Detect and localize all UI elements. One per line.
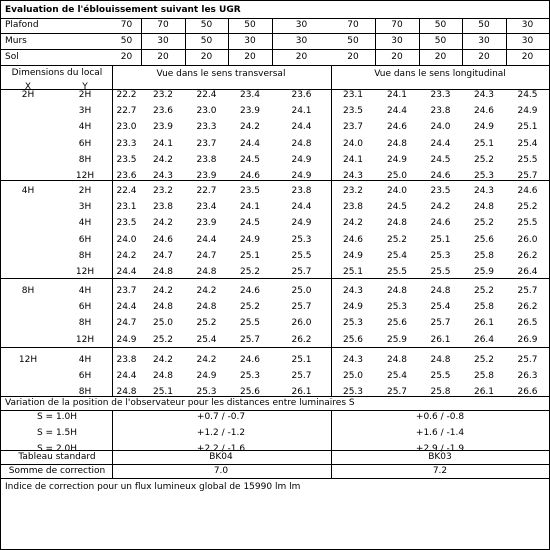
ugr-value-longitudinal: 24.6 <box>386 122 408 133</box>
ugr-value-longitudinal: 24.6 <box>430 218 451 229</box>
reflectance-value: 30 <box>478 36 490 46</box>
ugr-value-transversal: 24.7 <box>116 318 137 329</box>
reflectance-value: 20 <box>295 52 308 62</box>
ugr-value-transversal: 24.9 <box>116 334 137 345</box>
ugr-value-transversal: 24.1 <box>291 106 312 117</box>
ugr-value-longitudinal: 25.3 <box>342 318 364 329</box>
y-value: 6H <box>78 234 92 245</box>
ugr-value-transversal: 25.7 <box>291 371 312 382</box>
ugr-value-longitudinal: 25.8 <box>473 302 495 313</box>
ugr-value-transversal: 23.4 <box>196 202 217 213</box>
page-title: Evaluation de l'éblouissement suivant les UGR <box>5 5 241 15</box>
ugr-value-transversal: 23.9 <box>239 106 261 117</box>
ugr-value-transversal: 25.3 <box>239 371 261 382</box>
reflectance-value: 20 <box>120 52 133 62</box>
ugr-value-transversal: 26.2 <box>291 334 312 345</box>
ugr-value-longitudinal: 25.5 <box>430 371 451 382</box>
reflectance-value: 50 <box>347 36 359 46</box>
reflectance-value: 20 <box>157 52 169 62</box>
y-value: 4H <box>78 355 92 365</box>
ugr-value-longitudinal: 24.0 <box>386 186 408 196</box>
ugr-value-longitudinal: 24.3 <box>342 286 364 296</box>
ugr-value-longitudinal: 25.8 <box>430 387 451 398</box>
ugr-value-longitudinal: 25.5 <box>386 267 408 277</box>
y-value: 3H <box>78 202 92 213</box>
ugr-value-transversal: 24.2 <box>116 250 137 261</box>
ugr-value-longitudinal: 25.1 <box>473 138 495 149</box>
reflectance-value: 20 <box>244 52 256 62</box>
column-rule <box>228 18 229 65</box>
transversal-header: Vue dans le sens transversal <box>156 69 286 79</box>
ugr-value-transversal: 24.3 <box>152 171 174 181</box>
ugr-value-longitudinal: 24.8 <box>386 286 408 296</box>
ugr-value-longitudinal: 24.8 <box>386 138 408 149</box>
ugr-value-transversal: 23.9 <box>196 171 217 181</box>
correction-transversal: 7.0 <box>213 466 229 476</box>
ugr-value-transversal: 24.8 <box>152 371 174 382</box>
ugr-value-transversal: 23.2 <box>152 186 174 196</box>
ugr-value-longitudinal: 24.9 <box>386 154 408 165</box>
reflectance-label: Murs <box>5 36 27 46</box>
standard-table-transversal: BK04 <box>209 452 233 462</box>
ugr-value-longitudinal: 26.1 <box>473 387 495 398</box>
ugr-value-longitudinal: 26.1 <box>430 334 451 345</box>
correction-label: Somme de correction <box>8 466 106 476</box>
ugr-value-transversal: 25.7 <box>291 302 312 313</box>
column-rule <box>462 18 463 65</box>
column-rule <box>112 65 113 396</box>
variation-transversal: +0.7 / -0.7 <box>196 412 246 422</box>
spacing-label: S = 1.5H <box>36 428 78 439</box>
ugr-value-longitudinal: 23.8 <box>430 106 451 117</box>
ugr-value-transversal: 24.5 <box>239 154 261 165</box>
y-value: 8H <box>78 154 92 165</box>
ugr-value-longitudinal: 24.2 <box>430 202 451 213</box>
reflectance-value: 20 <box>200 52 213 62</box>
y-value: 6H <box>78 138 92 149</box>
ugr-value-transversal: 24.2 <box>196 286 217 296</box>
ugr-value-longitudinal: 23.8 <box>342 202 364 213</box>
ugr-value-longitudinal: 24.0 <box>430 122 451 133</box>
ugr-value-longitudinal: 23.1 <box>342 90 364 100</box>
ugr-value-longitudinal: 24.8 <box>430 355 451 365</box>
y-axis-header: Y <box>82 82 88 92</box>
ugr-value-transversal: 24.4 <box>196 234 217 245</box>
group-x-label: 8H <box>21 286 35 296</box>
table-rule <box>1 278 549 279</box>
group-x-label: 12H <box>18 355 38 365</box>
ugr-value-transversal: 23.8 <box>116 355 137 365</box>
ugr-value-longitudinal: 25.2 <box>517 202 538 213</box>
ugr-value-longitudinal: 23.5 <box>430 186 451 196</box>
ugr-value-longitudinal: 24.5 <box>430 154 451 165</box>
ugr-value-longitudinal: 23.5 <box>342 106 364 117</box>
variation-longitudinal: +1.6 / -1.4 <box>415 428 465 439</box>
ugr-value-longitudinal: 24.1 <box>342 154 364 165</box>
ugr-value-longitudinal: 25.6 <box>473 234 495 245</box>
ugr-value-longitudinal: 25.5 <box>430 267 451 277</box>
y-value: 12H <box>75 267 95 277</box>
ugr-value-transversal: 25.5 <box>239 318 261 329</box>
ugr-value-transversal: 24.9 <box>291 154 312 165</box>
ugr-value-longitudinal: 25.7 <box>517 355 538 365</box>
ugr-value-transversal: 23.5 <box>116 218 137 229</box>
ugr-value-transversal: 24.0 <box>116 234 137 245</box>
ugr-value-longitudinal: 26.4 <box>517 267 538 277</box>
column-rule <box>185 18 186 65</box>
ugr-value-transversal: 24.4 <box>291 122 312 133</box>
ugr-value-longitudinal: 24.8 <box>386 355 408 365</box>
ugr-value-transversal: 23.6 <box>291 90 312 100</box>
ugr-value-transversal: 23.8 <box>152 202 174 213</box>
table-rule <box>1 180 549 181</box>
ugr-value-longitudinal: 23.7 <box>342 122 364 133</box>
ugr-value-longitudinal: 25.2 <box>473 154 495 165</box>
ugr-value-transversal: 24.2 <box>152 286 174 296</box>
table-rule <box>1 478 549 479</box>
group-x-label: 2H <box>21 90 35 100</box>
y-value: 8H <box>78 387 92 398</box>
ugr-value-transversal: 24.2 <box>196 355 217 365</box>
column-rule <box>112 410 113 478</box>
ugr-value-longitudinal: 24.9 <box>517 106 538 117</box>
y-value: 6H <box>78 371 92 382</box>
reflectance-value: 20 <box>434 52 447 62</box>
ugr-value-transversal: 26.1 <box>291 387 312 398</box>
ugr-value-longitudinal: 25.1 <box>430 234 451 245</box>
spacing-label: S = 1.0H <box>36 412 78 422</box>
ugr-value-transversal: 24.9 <box>291 218 312 229</box>
ugr-value-transversal: 24.8 <box>291 138 312 149</box>
ugr-value-longitudinal: 24.0 <box>342 138 364 149</box>
ugr-value-transversal: 24.8 <box>196 267 217 277</box>
ugr-value-longitudinal: 25.0 <box>342 371 364 382</box>
y-value: 8H <box>78 318 92 329</box>
ugr-value-longitudinal: 26.6 <box>517 387 538 398</box>
ugr-value-longitudinal: 25.4 <box>386 250 408 261</box>
ugr-value-longitudinal: 24.5 <box>517 90 538 100</box>
ugr-value-longitudinal: 25.3 <box>430 250 451 261</box>
spacing-label: S = 2.0H <box>36 444 78 455</box>
ugr-value-longitudinal: 24.2 <box>342 218 364 229</box>
ugr-value-longitudinal: 25.7 <box>517 286 538 296</box>
reflectance-value: 20 <box>521 52 534 62</box>
ugr-value-transversal: 23.5 <box>239 186 261 196</box>
ugr-value-transversal: 25.1 <box>152 387 174 398</box>
ugr-value-longitudinal: 25.8 <box>473 250 495 261</box>
ugr-value-longitudinal: 25.3 <box>342 387 364 398</box>
ugr-value-transversal: 25.2 <box>239 302 261 313</box>
reflectance-value: 30 <box>295 36 308 46</box>
reflectance-value: 70 <box>347 20 359 30</box>
ugr-value-transversal: 24.9 <box>291 171 312 181</box>
ugr-value-transversal: 25.3 <box>291 234 312 245</box>
ugr-value-transversal: 22.2 <box>116 90 137 100</box>
reflectance-value: 50 <box>200 36 213 46</box>
ugr-value-transversal: 24.2 <box>152 154 174 165</box>
ugr-value-transversal: 25.7 <box>239 334 261 345</box>
ugr-value-transversal: 23.9 <box>196 218 217 229</box>
reflectance-label: Sol <box>5 52 19 62</box>
ugr-value-transversal: 25.0 <box>152 318 174 329</box>
ugr-value-longitudinal: 24.9 <box>473 122 495 133</box>
ugr-value-transversal: 23.0 <box>196 106 217 117</box>
y-value: 12H <box>75 334 95 345</box>
y-value: 2H <box>78 90 92 100</box>
ugr-value-transversal: 26.0 <box>291 318 312 329</box>
ugr-value-longitudinal: 24.5 <box>386 202 408 213</box>
table-rule <box>1 347 549 348</box>
ugr-value-transversal: 24.1 <box>239 202 261 213</box>
reflectance-value: 20 <box>391 52 403 62</box>
ugr-value-transversal: 25.2 <box>196 318 217 329</box>
ugr-value-transversal: 24.6 <box>239 355 261 365</box>
ugr-value-longitudinal: 25.4 <box>517 138 538 149</box>
ugr-value-longitudinal: 25.3 <box>386 302 408 313</box>
ugr-value-longitudinal: 25.5 <box>517 218 538 229</box>
reflectance-value: 30 <box>391 36 403 46</box>
ugr-value-transversal: 23.2 <box>152 90 174 100</box>
ugr-value-transversal: 25.2 <box>152 334 174 345</box>
y-value: 12H <box>75 171 95 181</box>
variation-transversal: +1.2 / -1.2 <box>196 428 246 439</box>
ugr-value-transversal: 25.7 <box>291 267 312 277</box>
ugr-value-transversal: 24.2 <box>239 122 261 133</box>
ugr-value-longitudinal: 23.2 <box>342 186 364 196</box>
ugr-value-longitudinal: 25.6 <box>342 334 364 345</box>
ugr-value-longitudinal: 24.9 <box>342 250 364 261</box>
dimensions-header: Dimensions du local <box>11 68 103 78</box>
ugr-value-transversal: 22.7 <box>196 186 217 196</box>
ugr-value-longitudinal: 26.9 <box>517 334 538 345</box>
ugr-value-longitudinal: 26.1 <box>473 318 495 329</box>
variation-transversal: +2.2 / -1.6 <box>196 444 246 455</box>
ugr-value-longitudinal: 25.1 <box>342 267 364 277</box>
ugr-value-transversal: 24.4 <box>116 371 137 382</box>
ugr-value-longitudinal: 26.2 <box>517 250 538 261</box>
ugr-value-longitudinal: 25.4 <box>386 371 408 382</box>
ugr-value-transversal: 24.4 <box>239 138 261 149</box>
reflectance-label: Plafond <box>5 20 39 30</box>
standard-table-label: Tableau standard <box>18 452 96 462</box>
reflectance-value: 30 <box>521 20 534 30</box>
ugr-value-longitudinal: 25.7 <box>517 171 538 181</box>
y-value: 4H <box>78 122 92 133</box>
variation-header: Variation de la position de l'observateur pour les distances entre luminaires S <box>5 398 355 408</box>
ugr-value-longitudinal: 25.0 <box>386 171 408 181</box>
ugr-value-transversal: 24.9 <box>196 371 217 382</box>
ugr-value-longitudinal: 24.4 <box>386 106 408 117</box>
reflectance-value: 20 <box>478 52 490 62</box>
y-value: 6H <box>78 302 92 313</box>
ugr-value-transversal: 24.4 <box>116 302 137 313</box>
ugr-value-transversal: 24.2 <box>152 218 174 229</box>
column-rule <box>419 18 420 65</box>
ugr-value-longitudinal: 24.8 <box>473 202 495 213</box>
ugr-value-transversal: 23.6 <box>152 106 174 117</box>
ugr-value-longitudinal: 25.2 <box>473 355 495 365</box>
ugr-value-longitudinal: 24.9 <box>342 302 364 313</box>
column-rule <box>375 18 376 65</box>
ugr-value-transversal: 23.4 <box>239 90 261 100</box>
ugr-value-longitudinal: 25.3 <box>473 171 495 181</box>
ugr-value-longitudinal: 24.6 <box>430 171 451 181</box>
reflectance-value: 20 <box>347 52 359 62</box>
column-rule <box>331 65 332 396</box>
reflectance-value: 50 <box>200 20 213 30</box>
ugr-value-transversal: 22.4 <box>116 186 137 196</box>
ugr-value-longitudinal: 24.3 <box>342 171 364 181</box>
ugr-value-transversal: 23.7 <box>196 138 217 149</box>
ugr-value-transversal: 25.2 <box>239 267 261 277</box>
group-x-label: 4H <box>21 186 35 196</box>
ugr-value-longitudinal: 26.5 <box>517 318 538 329</box>
correction-longitudinal: 7.2 <box>432 466 448 476</box>
column-rule <box>272 18 273 65</box>
y-value: 4H <box>78 218 92 229</box>
ugr-value-longitudinal: 24.6 <box>517 186 538 196</box>
ugr-value-transversal: 24.6 <box>239 171 261 181</box>
ugr-value-transversal: 23.8 <box>196 154 217 165</box>
y-value: 4H <box>78 286 92 296</box>
reflectance-value: 70 <box>120 20 133 30</box>
ugr-value-transversal: 23.9 <box>152 122 174 133</box>
column-rule <box>506 18 507 65</box>
ugr-value-transversal: 23.0 <box>116 122 137 133</box>
ugr-value-longitudinal: 25.4 <box>430 302 451 313</box>
ugr-value-transversal: 25.1 <box>291 355 312 365</box>
variation-longitudinal: +2.9 / -1.9 <box>415 444 465 455</box>
ugr-value-transversal: 23.3 <box>116 138 137 149</box>
ugr-value-transversal: 24.8 <box>196 302 217 313</box>
ugr-value-transversal: 25.5 <box>291 250 312 261</box>
ugr-value-longitudinal: 23.3 <box>430 90 451 100</box>
column-rule <box>141 18 142 65</box>
ugr-value-longitudinal: 25.9 <box>386 334 408 345</box>
ugr-value-transversal: 25.0 <box>291 286 312 296</box>
ugr-value-transversal: 23.3 <box>196 122 217 133</box>
ugr-value-longitudinal: 25.2 <box>473 286 495 296</box>
ugr-value-transversal: 25.6 <box>239 387 261 398</box>
ugr-value-transversal: 24.8 <box>152 302 174 313</box>
x-axis-header: X <box>24 82 32 92</box>
ugr-value-transversal: 24.1 <box>152 138 174 149</box>
ugr-value-transversal: 23.7 <box>116 286 137 296</box>
ugr-value-transversal: 24.2 <box>152 355 174 365</box>
ugr-value-longitudinal: 25.6 <box>386 318 408 329</box>
ugr-value-longitudinal: 24.3 <box>473 90 495 100</box>
ugr-value-transversal: 22.4 <box>196 90 217 100</box>
ugr-value-longitudinal: 25.2 <box>386 234 408 245</box>
ugr-value-longitudinal: 24.6 <box>342 234 364 245</box>
ugr-value-transversal: 24.4 <box>116 267 137 277</box>
ugr-value-longitudinal: 24.4 <box>430 138 451 149</box>
reflectance-value: 30 <box>157 36 169 46</box>
ugr-value-longitudinal: 25.5 <box>517 154 538 165</box>
ugr-value-transversal: 22.7 <box>116 106 137 117</box>
ugr-value-longitudinal: 25.7 <box>386 387 408 398</box>
ugr-value-longitudinal: 26.4 <box>473 334 495 345</box>
reflectance-value: 50 <box>434 36 447 46</box>
ugr-value-transversal: 23.6 <box>116 171 137 181</box>
column-rule <box>331 410 332 478</box>
ugr-value-transversal: 24.7 <box>152 250 174 261</box>
ugr-value-transversal: 25.1 <box>239 250 261 261</box>
ugr-value-longitudinal: 24.1 <box>386 90 408 100</box>
ugr-value-longitudinal: 25.2 <box>473 218 495 229</box>
ugr-value-longitudinal: 25.7 <box>430 318 451 329</box>
reflectance-value: 30 <box>295 20 308 30</box>
ugr-value-longitudinal: 26.2 <box>517 302 538 313</box>
ugr-value-transversal: 23.8 <box>291 186 312 196</box>
reflectance-value: 70 <box>157 20 169 30</box>
ugr-value-transversal: 24.7 <box>196 250 217 261</box>
ugr-value-transversal: 24.6 <box>239 286 261 296</box>
variation-longitudinal: +0.6 / -0.8 <box>415 412 465 422</box>
reflectance-value: 50 <box>120 36 133 46</box>
ugr-value-longitudinal: 24.8 <box>430 286 451 296</box>
ugr-value-longitudinal: 26.0 <box>517 234 538 245</box>
ugr-value-longitudinal: 24.6 <box>473 106 495 117</box>
standard-table-longitudinal: BK03 <box>428 452 452 462</box>
ugr-value-transversal: 24.8 <box>116 387 137 398</box>
y-value: 2H <box>78 186 92 196</box>
ugr-value-transversal: 25.4 <box>196 334 217 345</box>
reflectance-value: 30 <box>521 36 534 46</box>
ugr-value-longitudinal: 24.8 <box>386 218 408 229</box>
reflectance-value: 50 <box>244 20 256 30</box>
ugr-value-longitudinal: 24.3 <box>342 355 364 365</box>
ugr-value-longitudinal: 24.3 <box>473 186 495 196</box>
table-rule <box>1 65 549 66</box>
ugr-value-longitudinal: 26.3 <box>517 371 538 382</box>
ugr-value-transversal: 23.5 <box>116 154 137 165</box>
ugr-value-transversal: 24.5 <box>239 218 261 229</box>
table-rule <box>1 33 549 34</box>
ugr-value-transversal: 24.6 <box>152 234 174 245</box>
reflectance-value: 50 <box>434 20 447 30</box>
y-value: 3H <box>78 106 92 117</box>
ugr-value-transversal: 24.4 <box>291 202 312 213</box>
ugr-value-transversal: 25.3 <box>196 387 217 398</box>
reflectance-value: 50 <box>478 20 490 30</box>
reflectance-value: 30 <box>244 36 256 46</box>
ugr-value-longitudinal: 25.1 <box>517 122 538 133</box>
ugr-value-transversal: 24.9 <box>239 234 261 245</box>
ugr-value-transversal: 24.8 <box>152 267 174 277</box>
footer-note: Indice de correction pour un flux lumineux global de 15990 lm lm <box>5 482 301 492</box>
ugr-value-longitudinal: 25.8 <box>473 371 495 382</box>
ugr-value-transversal: 23.1 <box>116 202 137 213</box>
longitudinal-header: Vue dans le sens longitudinal <box>374 69 506 79</box>
table-rule <box>1 49 549 50</box>
y-value: 8H <box>78 250 92 261</box>
reflectance-value: 70 <box>391 20 403 30</box>
ugr-value-longitudinal: 25.9 <box>473 267 495 277</box>
